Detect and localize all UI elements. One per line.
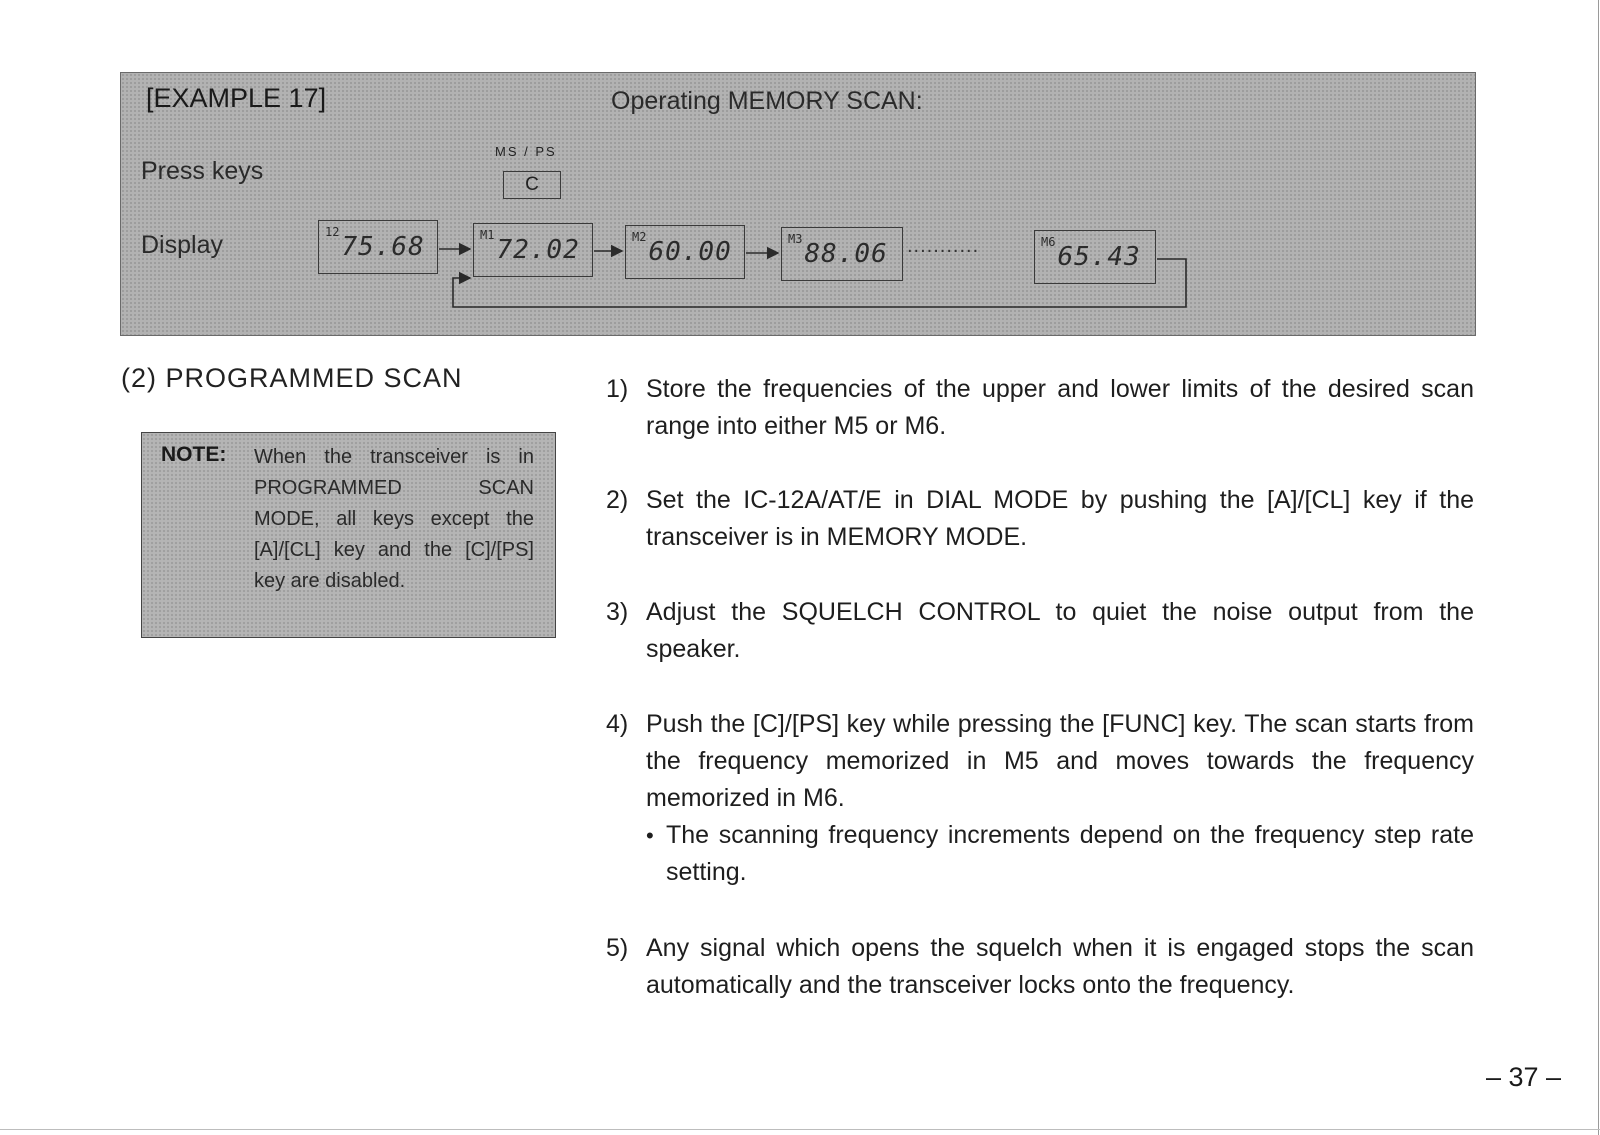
lcd-prefix: M1 bbox=[480, 228, 495, 242]
step-1 bbox=[606, 371, 1474, 445]
press-keys-label: Press keys bbox=[141, 157, 264, 185]
step-number: 4) bbox=[606, 710, 629, 738]
lcd-prefix: M6 bbox=[1041, 235, 1056, 249]
scan-ellipsis: ........... bbox=[907, 235, 980, 257]
step-text: Adjust the SQUELCH CONTROL to quiet the noise output from the speaker. bbox=[646, 598, 1474, 663]
step-3 bbox=[606, 594, 1474, 668]
page-bottom-rule bbox=[0, 1129, 1600, 1130]
page-edge-rule bbox=[1598, 0, 1599, 1135]
scan-flow-arrows-icon bbox=[121, 73, 1475, 335]
step-number: 5) bbox=[606, 934, 629, 962]
lcd-value: 88.06 bbox=[804, 239, 888, 269]
step-text: Set the IC-12A/AT/E in DIAL MODE by pushing the [A]/[CL] key if the transceiver is in MEMORY MODE. bbox=[646, 486, 1474, 551]
step-number: 3) bbox=[606, 598, 629, 626]
step-text: Any signal which opens the squelch when it is engaged stops the scan automatically and the transceiver locks onto the frequency. bbox=[646, 934, 1474, 999]
lcd-prefix: M3 bbox=[788, 232, 803, 246]
display-label: Display bbox=[141, 231, 223, 259]
note-box bbox=[141, 432, 556, 638]
note-text: When the transceiver is in PROGRAMMED SCAN MODE, all keys except the [A]/[CL] key and the [C]/[PS] key are disabled. bbox=[254, 446, 534, 592]
lcd-value: 60.00 bbox=[648, 237, 732, 267]
lcd-value: 72.02 bbox=[496, 235, 580, 265]
step-text: Push the [C]/[PS] key while pressing the [FUNC] key. The scan starts from the frequency memorized in M5 and moves towards the frequency memorized in M6. bbox=[646, 710, 1474, 812]
example-box bbox=[120, 72, 1476, 336]
c-key-icon: C bbox=[503, 171, 561, 199]
bullet-dot-icon: • bbox=[646, 823, 654, 848]
step-number: 2) bbox=[606, 486, 629, 514]
lcd-value: 65.43 bbox=[1057, 242, 1141, 272]
step-4-bullet bbox=[646, 817, 1474, 891]
step-5 bbox=[606, 930, 1474, 1004]
section-heading: (2) PROGRAMMED SCAN bbox=[121, 363, 463, 393]
step-text: Store the frequencies of the upper and lower limits of the desired scan range into either M5 or M6. bbox=[646, 375, 1474, 440]
step-4 bbox=[606, 706, 1474, 891]
example-heading: [EXAMPLE 17] bbox=[146, 83, 327, 113]
lcd-prefix: 12 bbox=[325, 225, 340, 239]
lcd-value: 75.68 bbox=[341, 232, 425, 262]
example-title: Operating MEMORY SCAN: bbox=[611, 87, 923, 115]
step-number: 1) bbox=[606, 375, 629, 403]
key-function-label: MS / PS bbox=[495, 144, 557, 159]
note-label: NOTE: bbox=[161, 443, 227, 466]
lcd-prefix: M2 bbox=[632, 230, 647, 244]
page-number: – 37 – bbox=[1486, 1062, 1562, 1092]
bullet-text: The scanning frequency increments depend on the frequency step rate setting. bbox=[666, 821, 1474, 886]
step-2 bbox=[606, 482, 1474, 556]
